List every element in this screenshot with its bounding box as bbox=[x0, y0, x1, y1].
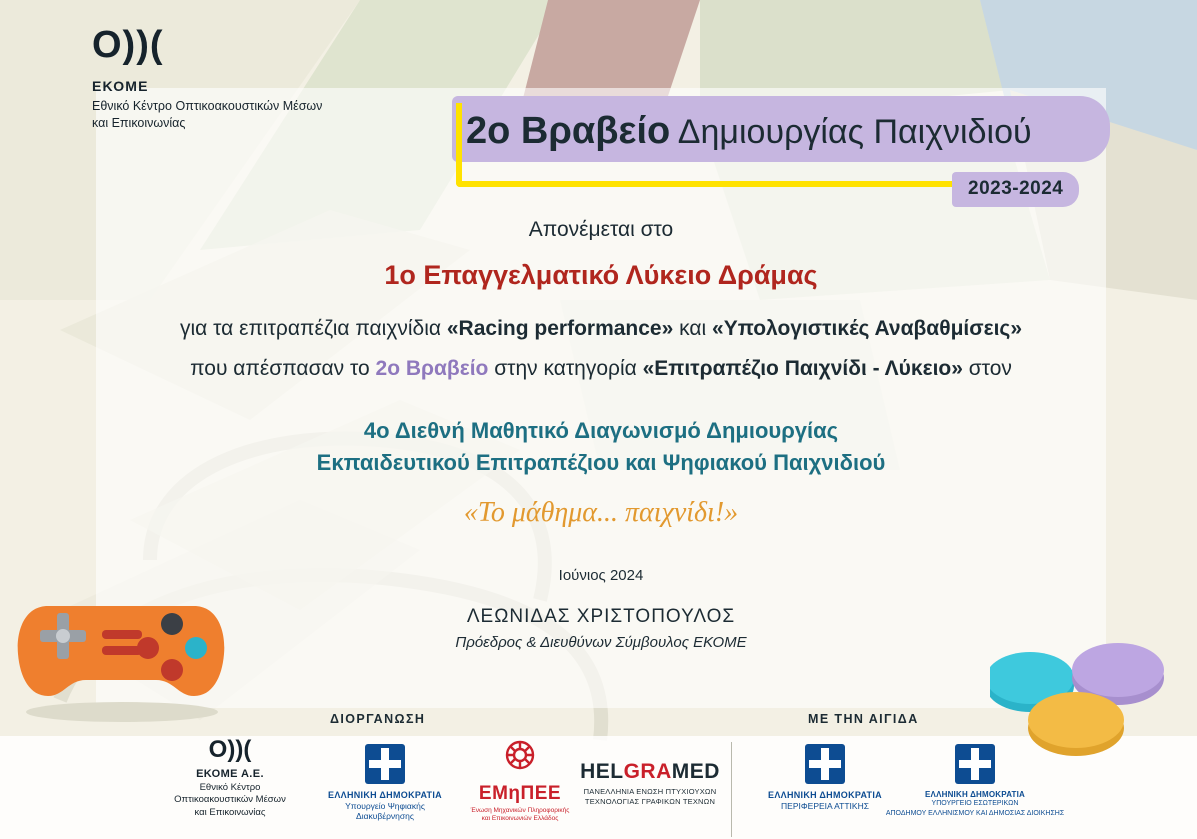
ekome-logo-subtitle-line1: Εθνικό Κέντρο Οπτικοακουστικών Μέσων bbox=[92, 99, 323, 113]
recipient-school-name: 1ο Επαγγελματικό Λύκειο Δράμας bbox=[384, 260, 818, 290]
ekome-logo-header bbox=[92, 26, 422, 132]
helgramed-caption-line2: ΤΕΧΝΟΛΟΓΙΑΣ ΓΡΑΦΙΚΩΝ ΤΕΧΝΩΝ bbox=[584, 796, 716, 806]
footer-ekome-name: ΕΚΟΜΕ Α.Ε. bbox=[196, 768, 264, 780]
greek-emblem-icon-interior bbox=[953, 742, 997, 786]
greek-emblem-icon bbox=[363, 742, 407, 786]
category-line bbox=[96, 357, 1106, 381]
award-banner-text bbox=[466, 110, 1106, 153]
helgramed-word-part3: MED bbox=[671, 760, 720, 783]
footer-ekome-sub-line1: Εθνικό Κέντρο bbox=[199, 782, 261, 793]
footer-ekome-sub bbox=[150, 782, 310, 819]
ekome-logo-subtitle-line2: και Επικοινωνίας bbox=[92, 115, 186, 130]
award-category-label: Δημιουργίας Παιχνιδιού bbox=[677, 113, 1032, 151]
game-title-two: «Υπολογιστικές Αναβαθμίσεις» bbox=[712, 317, 1023, 340]
footer-interior-cap2: ΥΠΟΥΡΓΕΙΟ ΕΣΩΤΕΡΙΚΩΝ bbox=[931, 800, 1019, 807]
helgramed-caption-line1: ΠΑΝΕΛΛΗΝΙΑ ΕΝΩΣΗ ΠΤΥΧΙΟΥΧΩΝ bbox=[583, 787, 717, 796]
footer-ekome-sub-line3: και Επικοινωνίας bbox=[194, 806, 266, 818]
contest-title-line1: 4ο Διεθνή Μαθητικό Διαγωνισμό Δημιουργίας bbox=[363, 418, 839, 443]
empee-emblem-icon bbox=[455, 738, 585, 783]
footer-logo-empee bbox=[455, 738, 585, 823]
empee-caption-line2: και Επικοινωνιών Ελλάδος bbox=[481, 815, 559, 823]
games-join: και bbox=[673, 317, 713, 340]
footer-attica-cap2: ΠΕΡΙΦΕΡΕΙΑ ΑΤΤΙΚΗΣ bbox=[781, 801, 869, 811]
contest-title-line2: Εκπαιδευτικού Επιτραπέζιου και Ψηφιακού Παιχνιδιού bbox=[316, 449, 886, 475]
empee-caption bbox=[455, 807, 585, 823]
games-line bbox=[96, 317, 1106, 341]
helgramed-wordmark bbox=[570, 760, 730, 784]
empee-wordmark: ΕΜηΠΕΕ bbox=[478, 783, 562, 804]
helgramed-caption bbox=[570, 787, 730, 807]
footer-ministry-digital-cap2: Υπουργείο Ψηφιακής Διακυβέρνησης bbox=[345, 801, 425, 821]
contest-motto: «Το μάθημα... παιχνίδι!» bbox=[463, 496, 739, 528]
footer-interior-cap3: ΑΠΟΔΗΜΟΥ ΕΛΛΗΝΙΣΜΟΥ ΚΑΙ ΔΗΜΟΣΙΑΣ ΔΙΟΙΚΗΣΗΣ bbox=[885, 809, 1065, 817]
footer-logo-ministry-interior bbox=[880, 742, 1070, 819]
helgramed-word-part1: HEL bbox=[580, 760, 624, 783]
games-prefix: για τα επιτραπέζια παιχνίδια bbox=[179, 317, 447, 340]
certificate-body bbox=[96, 218, 1106, 651]
footer-attica-cap1: ΕΛΛΗΝΙΚΗ ΔΗΜΟΚΡΑΤΙΑ bbox=[768, 790, 882, 800]
ekome-logo-name: ΕΚΟΜΕ bbox=[92, 78, 149, 94]
contest-title bbox=[96, 415, 1106, 479]
category-mid: στην κατηγορία bbox=[488, 357, 643, 380]
signer-name: ΛΕΩΝΙΔΑΣ ΧΡΙΣΤΟΠΟΥΛΟΣ bbox=[466, 605, 736, 627]
game-title-one: «Racing performance» bbox=[446, 317, 674, 340]
empee-caption-line1: Ένωση Μηχανικών Πληροφορικής bbox=[470, 807, 570, 814]
greek-emblem-icon-attica bbox=[803, 742, 847, 786]
footer-heading-auspices: ΜΕ ΤΗΝ ΑΙΓΙΔΑ bbox=[808, 712, 919, 726]
footer-ministry-digital-cap1: ΕΛΛΗΝΙΚΗ ΔΗΜΟΚΡΑΤΙΑ bbox=[328, 790, 442, 800]
footer-logo-ministry-digital bbox=[320, 742, 450, 821]
signer-role: Πρόεδρος & Διευθύνων Σύμβουλος ΕΚΟΜΕ bbox=[455, 633, 747, 651]
ekome-logo-mark: O))( bbox=[92, 24, 164, 66]
footer-heading-organizers: ΔΙΟΡΓΑΝΩΣΗ bbox=[330, 712, 426, 726]
category-prize: 2ο Βραβείο bbox=[375, 357, 489, 380]
footer-logos bbox=[0, 736, 1197, 839]
footer-logo-ekome bbox=[150, 738, 310, 819]
footer-ekome-mark: O))( bbox=[208, 736, 252, 763]
awarded-to-label: Απονέμεται στο bbox=[528, 218, 674, 241]
category-name: «Επιτραπέζιο Παιχνίδι - Λύκειο» bbox=[642, 357, 963, 380]
category-suffix: στον bbox=[962, 357, 1012, 380]
footer-interior-cap1: ΕΛΛΗΝΙΚΗ ΔΗΜΟΚΡΑΤΙΑ bbox=[925, 790, 1025, 799]
issue-date: Ιούνιος 2024 bbox=[558, 566, 644, 584]
award-prize-label: 2ο Βραβείο bbox=[466, 110, 671, 152]
category-prefix: που απέσπασαν το bbox=[190, 357, 376, 380]
footer-logo-helgramed bbox=[570, 760, 730, 807]
award-years-badge: 2023-2024 bbox=[952, 172, 1079, 207]
footer-ekome-sub-line2: Οπτικοακουστικών Μέσων bbox=[174, 794, 286, 806]
helgramed-word-part2: GRA bbox=[623, 760, 672, 783]
ekome-logo-subtitle bbox=[92, 98, 422, 132]
